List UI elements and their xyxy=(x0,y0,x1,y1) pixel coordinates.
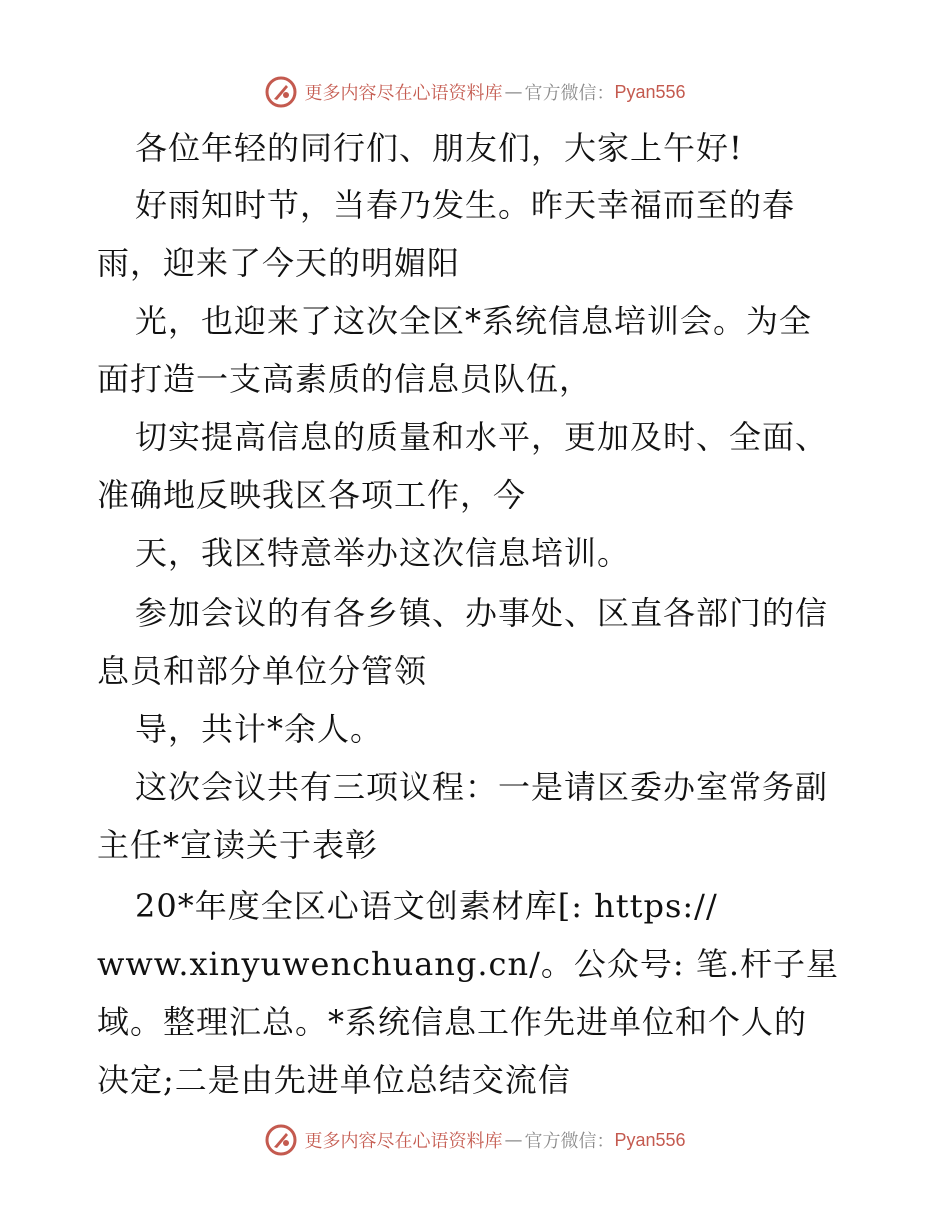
text-line: 主任*宣读关于表彰 xyxy=(97,826,379,864)
text-line: 光，也迎来了这次全区*系统信息培训会。为全 xyxy=(135,302,813,340)
banner-wechat-id: Pyan556 xyxy=(614,1129,686,1150)
banner-wechat-label: 官方微信： xyxy=(524,1131,615,1152)
text-line: 20*年度全区心语文创素材库[: https:// xyxy=(135,887,718,925)
banner-wechat-label: 官方微信： xyxy=(524,83,615,104)
header-banner xyxy=(0,72,950,112)
footer-banner xyxy=(0,1120,950,1160)
text-line: 天，我区特意举办这次信息培训。 xyxy=(135,534,631,572)
text-line: 决定;二是由先进单位总结交流信 xyxy=(97,1061,571,1099)
text-line: 好雨知时节，当春乃发生。昨天幸福而至的春 xyxy=(135,186,796,224)
text-line: 导，共计*余人。 xyxy=(135,710,384,748)
feather-logo-icon xyxy=(264,75,298,109)
text-line: 面打造一支高素质的信息员队伍， xyxy=(97,360,593,398)
text-line: 域。整理汇总。*系统信息工作先进单位和个人的 xyxy=(97,1003,808,1041)
banner-separator: — xyxy=(504,81,523,103)
text-line: 参加会议的有各乡镇、办事处、区直各部门的信 xyxy=(135,594,829,632)
text-line: 准确地反映我区各项工作，今 xyxy=(97,476,527,514)
banner-wechat-id: Pyan556 xyxy=(614,81,686,102)
feather-logo-icon xyxy=(264,1123,298,1157)
text-line: 雨，迎来了今天的明媚阳 xyxy=(97,244,461,282)
banner-separator: — xyxy=(504,1129,523,1151)
text-line: 各位年轻的同行们、朋友们，大家上午好! xyxy=(135,129,743,167)
banner-text: 更多内容尽在心语资料库 xyxy=(304,1131,503,1152)
text-line: 息员和部分单位分管领 xyxy=(97,652,428,690)
text-line: 这次会议共有三项议程：一是请区委办室常务副 xyxy=(135,768,829,806)
text-line: www.xinyuwenchuang.cn/。公众号: 笔.杆子星 xyxy=(97,945,839,983)
banner-text: 更多内容尽在心语资料库 xyxy=(304,83,503,104)
text-line: 切实提高信息的质量和水平，更加及时、全面、 xyxy=(135,418,829,456)
